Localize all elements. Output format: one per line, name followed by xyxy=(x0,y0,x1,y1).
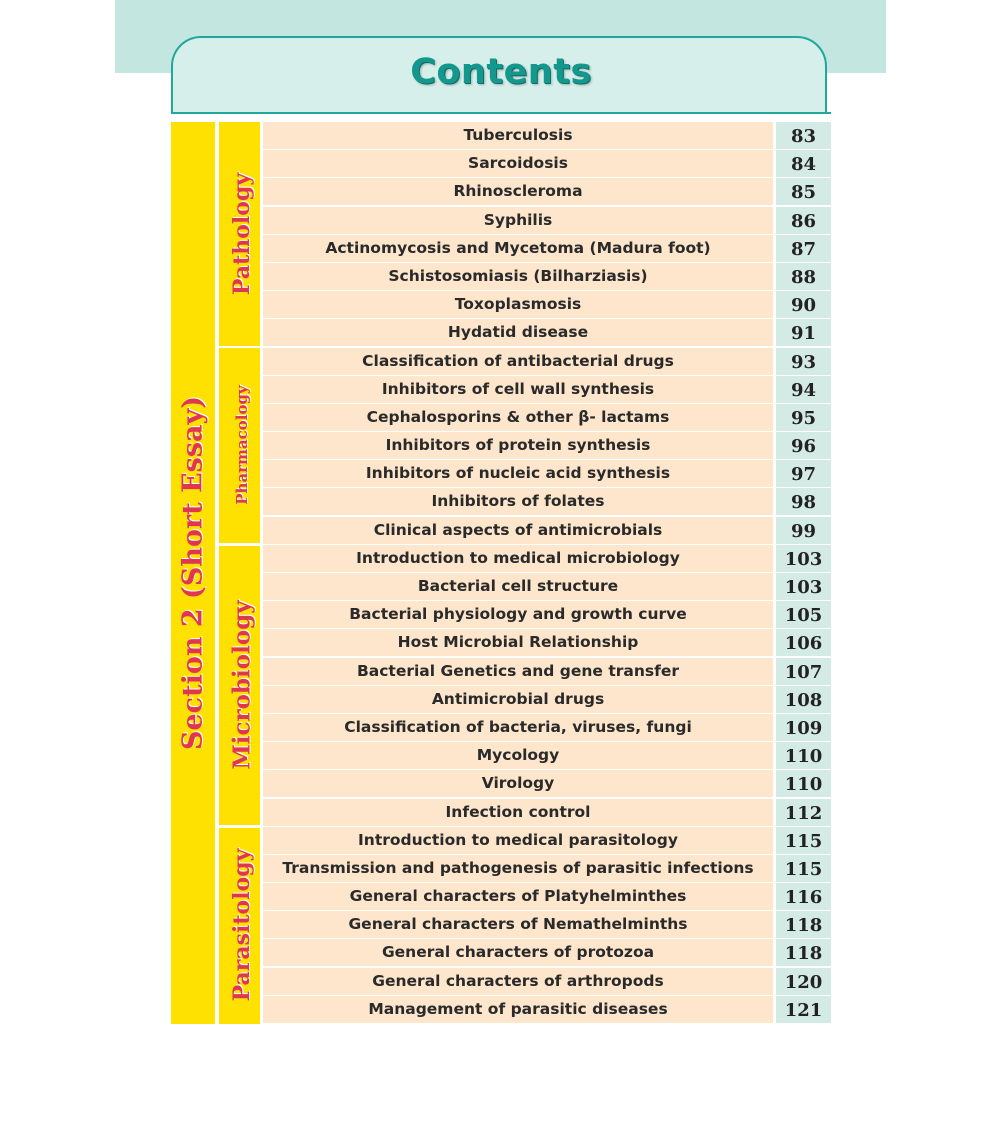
toc-entry-title: General characters of Nemathelminths xyxy=(263,911,773,938)
toc-entry xyxy=(263,996,831,1024)
toc-entry xyxy=(263,770,831,798)
toc-entry-page: 99 xyxy=(776,517,831,544)
toc-entry xyxy=(263,122,831,150)
toc-entry-page: 107 xyxy=(776,658,831,685)
toc-entry-page: 118 xyxy=(776,939,831,966)
toc-entry xyxy=(263,799,831,827)
toc-entry-title: General characters of protozoa xyxy=(263,939,773,966)
toc-entry-page: 87 xyxy=(776,235,831,262)
toc-entry-title: Virology xyxy=(263,770,773,797)
toc-entry xyxy=(263,883,831,911)
toc-entry xyxy=(263,545,831,573)
toc-entry xyxy=(263,714,831,742)
toc-entry xyxy=(263,939,831,967)
subject-label-parasitology: Parasitology xyxy=(229,848,255,1002)
toc-entry-page: 91 xyxy=(776,319,831,346)
toc-entry xyxy=(263,376,831,404)
toc-entry-title: Actinomycosis and Mycetoma (Madura foot) xyxy=(263,235,773,262)
toc-entry-title: Introduction to medical parasitology xyxy=(263,827,773,854)
toc-entry-page: 103 xyxy=(776,545,831,572)
subject-label-pathology: Pathology xyxy=(229,172,255,296)
toc-entry-page: 112 xyxy=(776,799,831,826)
toc-entry xyxy=(263,629,831,657)
toc-entry-title: Inhibitors of folates xyxy=(263,488,773,515)
toc-entry-page: 110 xyxy=(776,770,831,797)
toc-entry-page: 115 xyxy=(776,855,831,882)
toc-entry xyxy=(263,207,831,235)
toc-entry-page: 109 xyxy=(776,714,831,741)
toc-entry-title: Bacterial physiology and growth curve xyxy=(263,601,773,628)
toc-entry xyxy=(263,658,831,686)
toc-entry-page: 97 xyxy=(776,460,831,487)
section-label: Section 2 (Short Essay) xyxy=(177,395,209,751)
toc-entry-title: General characters of arthropods xyxy=(263,968,773,995)
page-title: Contents xyxy=(410,52,592,92)
contents-list xyxy=(263,122,831,1024)
toc-entry-title: Schistosomiasis (Bilharziasis) xyxy=(263,263,773,290)
toc-entry xyxy=(263,742,831,770)
toc-entry xyxy=(263,517,831,545)
toc-entry-page: 105 xyxy=(776,601,831,628)
toc-entry-page: 96 xyxy=(776,432,831,459)
toc-entry-title: Clinical aspects of antimicrobials xyxy=(263,517,773,544)
toc-entry-page: 94 xyxy=(776,376,831,403)
toc-entry xyxy=(263,348,831,376)
toc-entry-title: Inhibitors of protein synthesis xyxy=(263,432,773,459)
toc-entry-page: 121 xyxy=(776,996,831,1023)
subject-label-microbiology: Microbiology xyxy=(228,600,256,770)
toc-entry-title: Management of parasitic diseases xyxy=(263,996,773,1023)
toc-entry xyxy=(263,968,831,996)
toc-entry-title: Bacterial Genetics and gene transfer xyxy=(263,658,773,685)
toc-entry-page: 86 xyxy=(776,207,831,234)
toc-entry-title: Mycology xyxy=(263,742,773,769)
toc-entry-page: 88 xyxy=(776,263,831,290)
toc-entry xyxy=(263,291,831,319)
toc-entry-page: 83 xyxy=(776,122,831,149)
toc-entry xyxy=(263,686,831,714)
toc-entry-page: 115 xyxy=(776,827,831,854)
toc-entry-title: Host Microbial Relationship xyxy=(263,629,773,656)
toc-entry-page: 120 xyxy=(776,968,831,995)
toc-entry-title: Syphilis xyxy=(263,207,773,234)
toc-entry-page: 116 xyxy=(776,883,831,910)
toc-entry-page: 108 xyxy=(776,686,831,713)
toc-entry-title: Toxoplasmosis xyxy=(263,291,773,318)
toc-entry xyxy=(263,432,831,460)
toc-entry xyxy=(263,178,831,206)
toc-entry-title: Bacterial cell structure xyxy=(263,573,773,600)
toc-entry-title: Cephalosporins & other β- lactams xyxy=(263,404,773,431)
toc-entry-page: 110 xyxy=(776,742,831,769)
toc-entry-page: 106 xyxy=(776,629,831,656)
toc-entry-title: Antimicrobial drugs xyxy=(263,686,773,713)
toc-entry-page: 103 xyxy=(776,573,831,600)
toc-entry-page: 84 xyxy=(776,150,831,177)
toc-entry-title: Classification of antibacterial drugs xyxy=(263,348,773,375)
toc-entry-page: 118 xyxy=(776,911,831,938)
toc-entry-title: Hydatid disease xyxy=(263,319,773,346)
toc-entry xyxy=(263,855,831,883)
toc-entry-page: 95 xyxy=(776,404,831,431)
toc-entry-title: Classification of bacteria, viruses, fungi xyxy=(263,714,773,741)
toc-entry-page: 98 xyxy=(776,488,831,515)
toc-entry xyxy=(263,150,831,178)
toc-entry-page: 85 xyxy=(776,178,831,205)
toc-entry xyxy=(263,827,831,855)
toc-entry-page: 90 xyxy=(776,291,831,318)
toc-entry-title: Inhibitors of nucleic acid synthesis xyxy=(263,460,773,487)
toc-entry-page: 93 xyxy=(776,348,831,375)
toc-entry xyxy=(263,911,831,939)
toc-entry-title: Rhinoscleroma xyxy=(263,178,773,205)
toc-entry-title: Transmission and pathogenesis of parasitic infections xyxy=(263,855,773,882)
toc-entry-title: Inhibitors of cell wall synthesis xyxy=(263,376,773,403)
toc-entry-title: Infection control xyxy=(263,799,773,826)
toc-entry xyxy=(263,573,831,601)
title-underline xyxy=(171,112,831,114)
toc-entry xyxy=(263,235,831,263)
toc-entry-title: General characters of Platyhelminthes xyxy=(263,883,773,910)
toc-entry xyxy=(263,263,831,291)
toc-entry xyxy=(263,460,831,488)
subject-label-pharmacology: Pharmacology xyxy=(233,385,251,505)
toc-entry xyxy=(263,319,831,347)
toc-entry-title: Sarcoidosis xyxy=(263,150,773,177)
toc-entry-title: Introduction to medical microbiology xyxy=(263,545,773,572)
toc-entry xyxy=(263,404,831,432)
toc-entry xyxy=(263,488,831,516)
toc-entry xyxy=(263,601,831,629)
toc-entry-title: Tuberculosis xyxy=(263,122,773,149)
